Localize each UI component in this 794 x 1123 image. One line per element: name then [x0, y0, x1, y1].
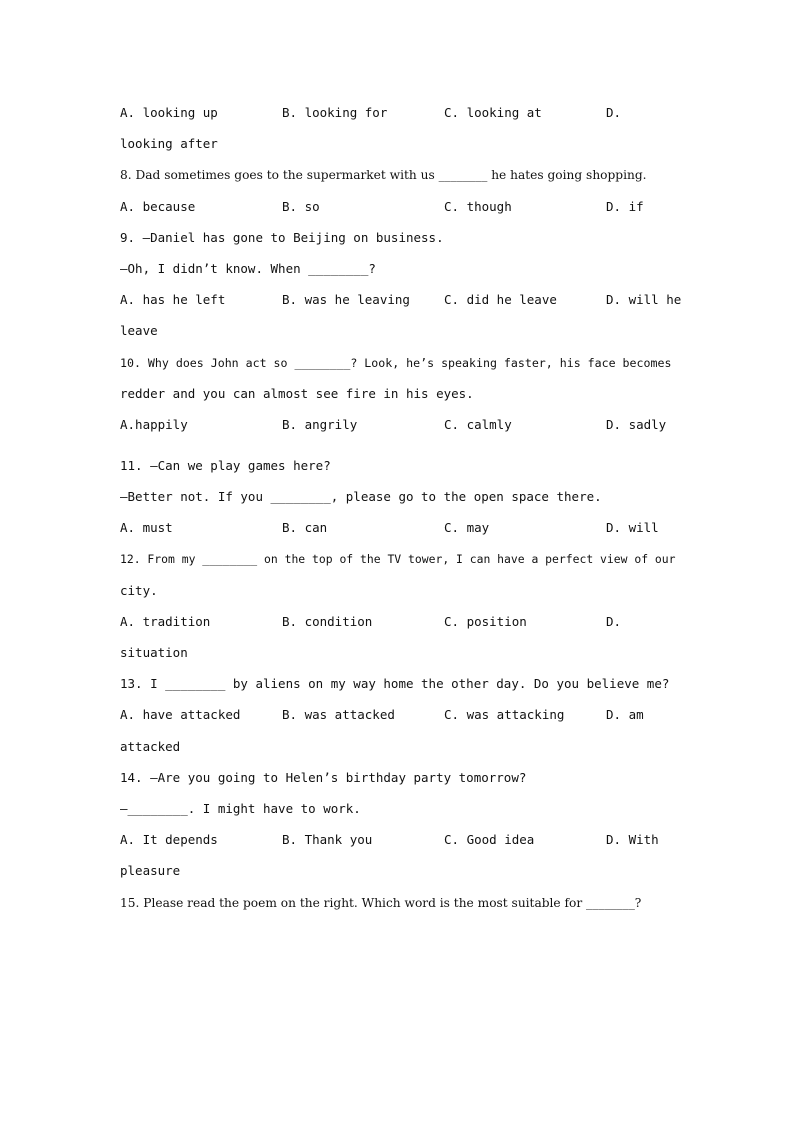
q14-stem-reply: —________. I might have to work.	[120, 800, 361, 816]
q15-stem: 15. Please read the poem on the right. Which word is the most suitable for ________?	[120, 895, 642, 910]
q8-option-d: D. if	[606, 198, 644, 214]
q14-stem: 14. —Are you going to Helen’s birthday party tomorrow?	[120, 769, 527, 785]
q9-stem-reply: —Oh, I didn’t know. When ________?	[120, 260, 376, 276]
q10-options	[120, 415, 676, 456]
q13-option-d-wrap: attacked	[120, 738, 181, 754]
q13-option-a: A. have attacked	[120, 707, 241, 723]
q12-options	[120, 612, 676, 643]
q7-option-a: A. looking up	[120, 105, 218, 120]
q13-option-c: C. was attacking	[444, 707, 565, 723]
q12-option-d: D.	[606, 613, 622, 629]
q8-option-b: B. so	[282, 198, 320, 214]
q12-option-d-wrap: situation	[120, 645, 188, 660]
q9-options	[120, 290, 682, 321]
q9-option-b: B. was he leaving	[282, 292, 410, 308]
q12-stem: 12. From my ________ on the top of the TV tower, I can have a perfect view of our	[120, 552, 676, 567]
q11-stem: 11. —Can we play games here?	[120, 457, 331, 473]
q9-option-a: A. has he left	[120, 292, 226, 308]
q7-option-d: D.	[606, 105, 622, 120]
q8-option-a: A. because	[120, 198, 196, 214]
q7-option-d-wrap: looking after	[120, 136, 218, 152]
q14-option-c: C. Good idea	[444, 832, 535, 848]
q8-options	[120, 197, 676, 228]
q11-stem-reply: —Better not. If you ________, please go to the open space there.	[120, 489, 602, 505]
q10-stem: 10. Why does John act so ________? Look, he’s speaking faster, his face becomes	[120, 355, 672, 370]
q8-stem: 8. Dad sometimes goes to the supermarket with us ________ he hates going shopping.	[120, 168, 647, 183]
q9-option-d: D. will he	[606, 292, 682, 308]
q7-option-c: C. looking at	[444, 105, 542, 120]
q11-option-b: B. can	[282, 520, 328, 536]
q10-stem-cont: redder and you can almost see fire in his eyes.	[120, 385, 474, 401]
question-list	[120, 103, 682, 924]
q12-stem-cont: city.	[120, 582, 158, 598]
q11-option-c: C. may	[444, 520, 490, 536]
q10-option-d: D. sadly	[606, 416, 667, 432]
q7-option-b: B. looking for	[282, 105, 388, 120]
q10-option-c: C. calmly	[444, 416, 512, 432]
q9-stem: 9. —Daniel has gone to Beijing on business.	[120, 229, 444, 245]
q13-option-d: D. am	[606, 707, 644, 723]
q11-option-a: A. must	[120, 520, 173, 536]
q9-option-d-wrap: leave	[120, 323, 158, 339]
q7-options	[120, 103, 676, 134]
q12-option-b: B. condition	[282, 613, 373, 629]
q12-option-c: C. position	[444, 613, 527, 629]
q10-option-a: A.happily	[120, 416, 188, 432]
q11-options	[120, 518, 676, 549]
q13-options	[120, 705, 676, 736]
q9-option-c: C. did he leave	[444, 292, 557, 308]
q14-options	[120, 830, 676, 861]
q14-option-b: B. Thank you	[282, 832, 373, 848]
q13-stem: 13. I ________ by aliens on my way home the other day. Do you believe me?	[120, 676, 670, 692]
q14-option-d: D. With	[606, 832, 659, 848]
q14-option-a: A. It depends	[120, 832, 218, 848]
q10-option-b: B. angrily	[282, 416, 358, 432]
q14-option-d-wrap: pleasure	[120, 863, 181, 879]
q8-option-c: C. though	[444, 198, 512, 214]
q11-option-d: D. will	[606, 520, 659, 536]
q13-option-b: B. was attacked	[282, 707, 395, 723]
q12-option-a: A. tradition	[120, 613, 211, 629]
